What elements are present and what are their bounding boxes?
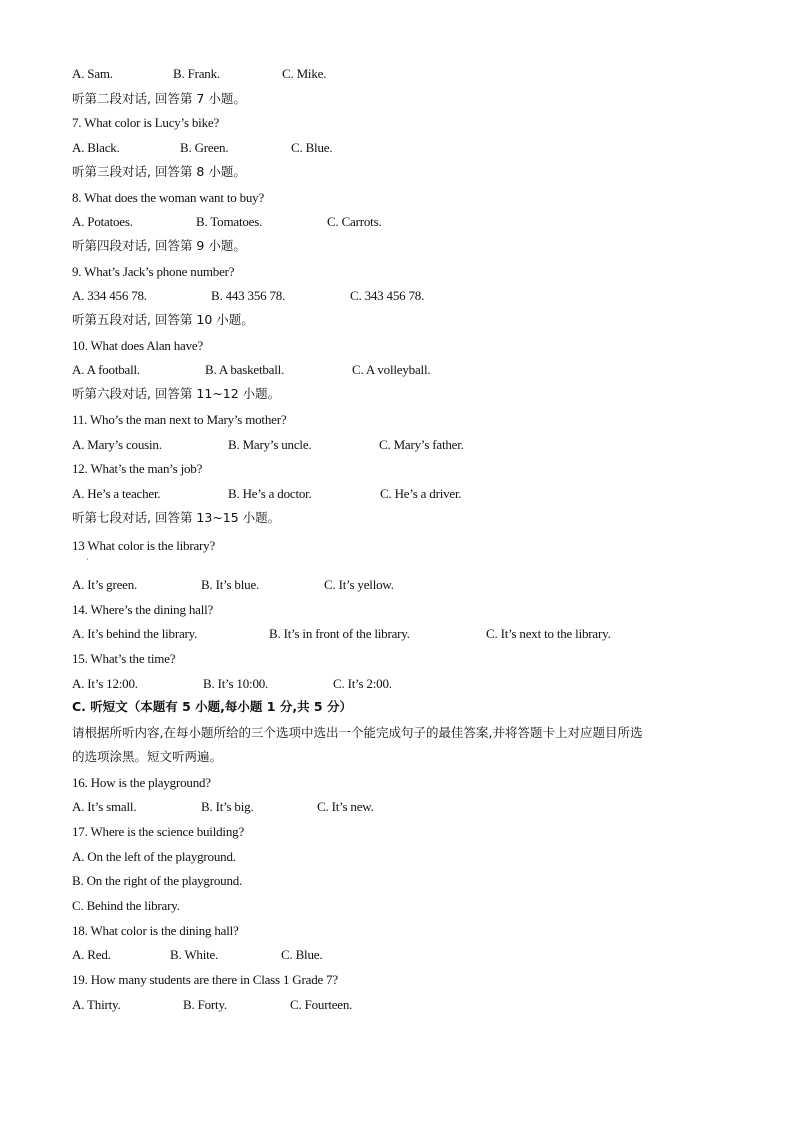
option-c: C. A volleyball. — [352, 362, 431, 377]
option-b: B. Green. — [180, 140, 229, 155]
option-b: B. It’s big. — [201, 799, 254, 814]
option-a: A. A football. — [72, 362, 140, 377]
option-c: C. Blue. — [281, 947, 323, 962]
question-11: 11. Who’s the man next to Mary’s mother? — [72, 412, 287, 427]
question-9: 9. What’s Jack’s phone number? — [72, 264, 235, 279]
option-c: C. He’s a driver. — [380, 486, 462, 501]
dialogue-instruction: 听第六段对话, 回答第 11~12 小题。 — [72, 386, 281, 401]
option-a: A. Sam. — [72, 66, 113, 81]
q17-option-c: C. Behind the library. — [72, 898, 180, 913]
question-10: 10. What does Alan have? — [72, 338, 204, 353]
option-a: A. It’s behind the library. — [72, 626, 198, 641]
q17-option-b: B. On the right of the playground. — [72, 873, 243, 888]
option-c: C. Mike. — [282, 66, 327, 81]
dialogue-instruction: 听第二段对话, 回答第 7 小题。 — [72, 91, 246, 106]
dialogue-instruction: 听第三段对话, 回答第 8 小题。 — [72, 164, 246, 179]
option-c: C. Blue. — [291, 140, 333, 155]
dialogue-instruction: 听第七段对话, 回答第 13~15 小题。 — [72, 510, 281, 525]
option-c: C. It’s new. — [317, 799, 374, 814]
option-b: B. Mary’s uncle. — [228, 437, 312, 452]
question-12: 12. What’s the man’s job? — [72, 461, 203, 476]
section-c-instruction-cont: 的选项涂黑。短文听两遍。 — [72, 749, 223, 764]
option-a: A. Red. — [72, 947, 111, 962]
option-a: A. It’s 12:00. — [72, 676, 138, 691]
question-8: 8. What does the woman want to buy? — [72, 190, 265, 205]
option-b: B. It’s 10:00. — [203, 676, 269, 691]
option-b: B. Tomatoes. — [196, 214, 263, 229]
option-a: A. It’s green. — [72, 577, 138, 592]
option-b: B. White. — [170, 947, 219, 962]
question-13: 13 What color is the library? — [72, 538, 216, 553]
option-a: A. He’s a teacher. — [72, 486, 161, 501]
question-17: 17. Where is the science building? — [72, 824, 245, 839]
option-b: B. Frank. — [173, 66, 220, 81]
option-b: B. Forty. — [183, 997, 227, 1012]
stray-dot: · — [86, 555, 89, 564]
option-c: C. Mary’s father. — [379, 437, 464, 452]
option-a: A. Mary’s cousin. — [72, 437, 162, 452]
option-a: A. It’s small. — [72, 799, 137, 814]
question-16: 16. How is the playground? — [72, 775, 211, 790]
section-c-heading: C. 听短文（本题有 5 小题,每小题 1 分,共 5 分） — [72, 699, 352, 714]
option-a: A. Potatoes. — [72, 214, 133, 229]
option-c: C. It’s next to the library. — [486, 626, 611, 641]
option-b: B. 443 356 78. — [211, 288, 286, 303]
option-a: A. Thirty. — [72, 997, 121, 1012]
dialogue-instruction: 听第五段对话, 回答第 10 小题。 — [72, 312, 254, 327]
option-c: C. Fourteen. — [290, 997, 353, 1012]
option-b: B. It’s in front of the library. — [269, 626, 410, 641]
option-c: C. It’s 2:00. — [333, 676, 392, 691]
section-c-instruction: 请根据所听内容,在每小题所给的三个选项中选出一个能完成句子的最佳答案,并将答题卡上对应题目所选 — [72, 725, 643, 740]
option-a: A. 334 456 78. — [72, 288, 147, 303]
option-c: C. It’s yellow. — [324, 577, 394, 592]
question-14: 14. Where’s the dining hall? — [72, 602, 214, 617]
question-7: 7. What color is Lucy’s bike? — [72, 115, 220, 130]
question-19: 19. How many students are there in Class 1 Grade 7? — [72, 972, 338, 987]
option-b: B. He’s a doctor. — [228, 486, 312, 501]
dialogue-instruction: 听第四段对话, 回答第 9 小题。 — [72, 238, 246, 253]
question-18: 18. What color is the dining hall? — [72, 923, 239, 938]
question-15: 15. What’s the time? — [72, 651, 176, 666]
q17-option-a: A. On the left of the playground. — [72, 849, 236, 864]
option-b: B. A basketball. — [205, 362, 285, 377]
option-a: A. Black. — [72, 140, 120, 155]
option-c: C. 343 456 78. — [350, 288, 425, 303]
option-b: B. It’s blue. — [201, 577, 260, 592]
option-c: C. Carrots. — [327, 214, 382, 229]
